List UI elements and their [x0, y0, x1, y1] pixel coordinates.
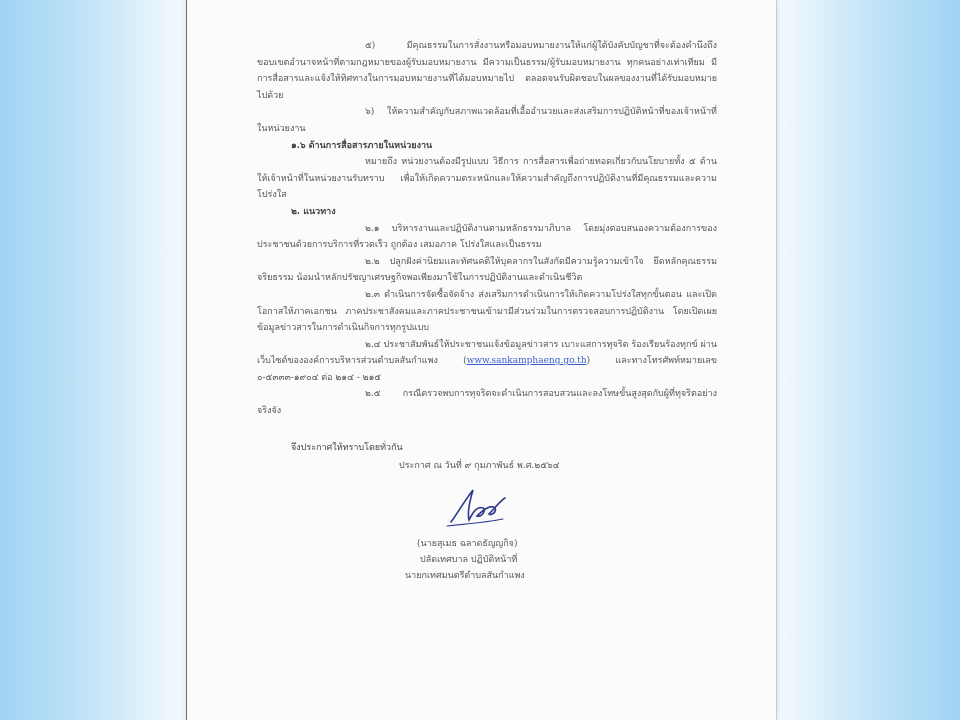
guideline-2-1: ๒.๑ บริหารงานและปฏิบัติงานตามหลักธรรมาภิบาล โดยมุ่งตอบสนองความต้องการของประชาชนด้วยการบริการที่รวดเร็ว ถูกต้อง เสมอภาค โปร่งใสและเป็นธรรม	[257, 223, 717, 251]
handwritten-signature	[443, 486, 513, 530]
signer-position: ปลัดเทศบาล ปฏิบัติหน้าที่	[420, 555, 518, 565]
guideline-2-3: ๒.๓ ดำเนินการจัดซื้อจัดจ้าง ส่งเสริมการดำเนินการให้เกิดความโปร่งใสทุกขั้นตอน และเปิดโอกาสให้ภาคเอกชน ภาคประชาสังคมและภาคประชาชนเข้ามามีส่วนร่วมในการตรวจสอบการปฏิบัติงาน โดยเปิดเผยข้อมูลข่าวสารในการดำเนินกิจการทุกรูปแบบ	[257, 289, 717, 334]
signer-title: นายกเทศมนตรีตำบลสันกำแพง	[405, 571, 525, 581]
section-2-heading: ๒. แนวทาง	[291, 206, 336, 217]
guideline-2-4	[257, 337, 717, 387]
announce-line: จึงประกาศให้ทราบโดยทั่วกัน	[291, 442, 403, 453]
guideline-2-4-phone: ) และทางโทรศัพท์หมายเลข ๐-๕๓๓๓-๑๙๐๔ ต่อ ๒๑๔ - ๒๑๕	[257, 356, 717, 383]
guideline-2-5: ๒.๕ กรณีตรวจพบการทุจริตจะดำเนินการสอบสวนและลงโทษขั้นสูงสุดกับผู้ที่ทุจริตอย่างจริงจัง	[257, 389, 717, 417]
paragraph-item-5: ๕) มีคุณธรรมในการสั่งงานหรือมอบหมายงานให้แก่ผู้ใต้บังคับบัญชาที่จะต้องคำนึงถึง ขอบเขตอำนาจหน้าที่ตามกฎหมายของผู้รับมอบหมายงาน มีความเป็นธรรม/ผู้รับมอบหมายงาน ทุกคนอย่างเท่าเทียม มีการสื่อสารและแจ้งให้ทิศทางในการมอบหมายงานที่ได้มอบหมายไป ตลอดจนรับผิดชอบในผลของงานที่ได้รับมอบหมายไปด้วย	[257, 41, 717, 101]
document-page	[186, 0, 777, 720]
paragraph-item-6: ๖) ให้ความสำคัญกับสภาพแวดล้อมที่เอื้ออำนวยและส่งเสริมการปฏิบัติหน้าที่ของเจ้าหน้าที่ในหน่วยงาน	[257, 107, 717, 134]
guideline-2-4-text: ๒.๔ ประชาสัมพันธ์ให้ประชาชนแจ้งข้อมูลข่าวสาร เบาะแสการทุจริต ร้องเรียนร้องทุกข์ ผ่านเว็บไซต์ขององค์การบริหารส่วนตำบลสันกำแพง (	[257, 339, 717, 367]
date-line: ประกาศ ณ วันที่ ๙ กุมภาพันธ์ พ.ศ.๒๕๖๔	[399, 461, 560, 471]
section-1-6-heading: ๑.๖ ด้านการสื่อสารภายในหน่วยงาน	[291, 140, 433, 151]
website-link[interactable]: www.sankamphaeng.go.th	[466, 356, 587, 367]
document-body	[257, 38, 717, 581]
guideline-2-2: ๒.๒ ปลูกฝังค่านิยมและทัศนคติให้บุคลากรในสังกัดมีความรู้ความเข้าใจ ยึดหลักคุณธรรม จริยธรรม น้อมนำหลักปรัชญาเศรษฐกิจพอเพียงมาใช้ในการปฏิบัติงานและดำเนินชีวิต	[257, 256, 717, 284]
section-1-6-body: หมายถึง หน่วยงานต้องมีรูปแบบ วิธีการ การสื่อสารเพื่อถ่ายทอดเกี่ยวกับนโยบายทั้ง ๕ ด้าน ให้เจ้าหน้าที่ในหน่วยงานรับทราบ เพื่อให้เกิดความตระหนักและให้ความสำคัญถึงการปฏิบัติงานที่มีคุณธรรมและความโปร่งใส	[257, 157, 717, 201]
signer-name: (นายสุเมธ ฉลาดธัญญกิจ)	[417, 539, 518, 549]
